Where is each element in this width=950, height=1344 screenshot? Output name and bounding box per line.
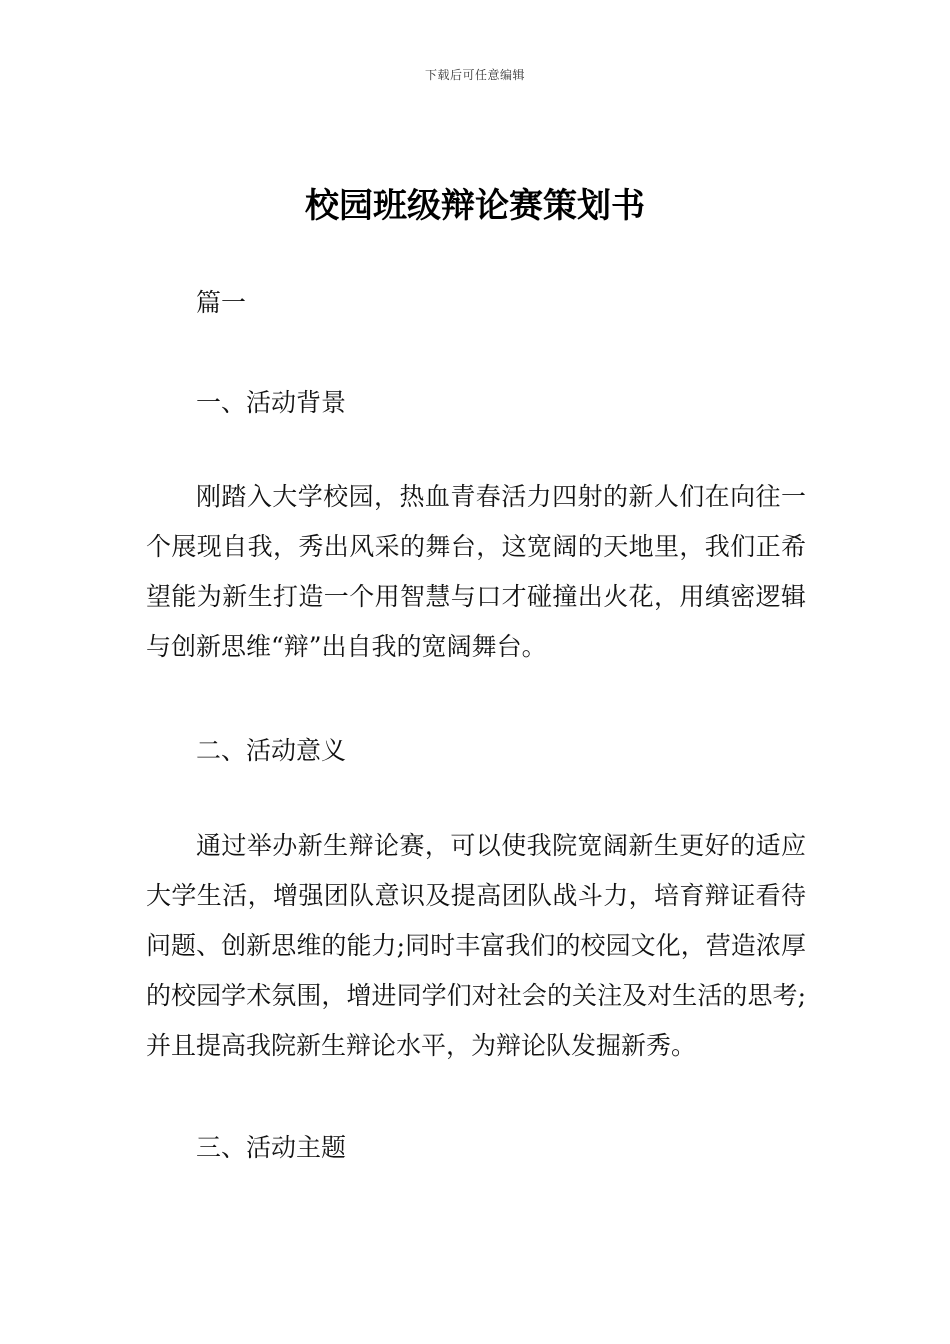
section-body-background: 刚踏入大学校园，热血青春活力四射的新人们在向往一个展现自我，秀出风采的舞台，这宽阔的天地里，我们正希望能为新生打造一个用智慧与口才碰撞出火花，用缜密逻辑与创新思维“辩”出自我的宽阔舞台。 [146,482,806,661]
part-label: 篇一 [196,288,247,317]
section-body-significance: 通过举办新生辩论赛，可以使我院宽阔新生更好的适应大学生活，增强团队意识及提高团队战斗力，培育辩证看待问题、创新思维的能力;同时丰富我们的校园文化，营造浓厚的校园学术氛围，增进同学们对社会的关注及对生活的思考;并且提高我院新生辩论水平，为辩论队发掘新秀。 [146,831,806,1060]
section-heading-significance: 二、活动意义 [196,736,347,765]
section-heading-theme: 三、活动主题 [196,1133,347,1162]
section-heading-background: 一、活动背景 [196,388,347,417]
header-note: 下载后可任意编辑 [424,68,525,82]
document-title: 校园班级辩论赛策划书 [305,186,645,226]
